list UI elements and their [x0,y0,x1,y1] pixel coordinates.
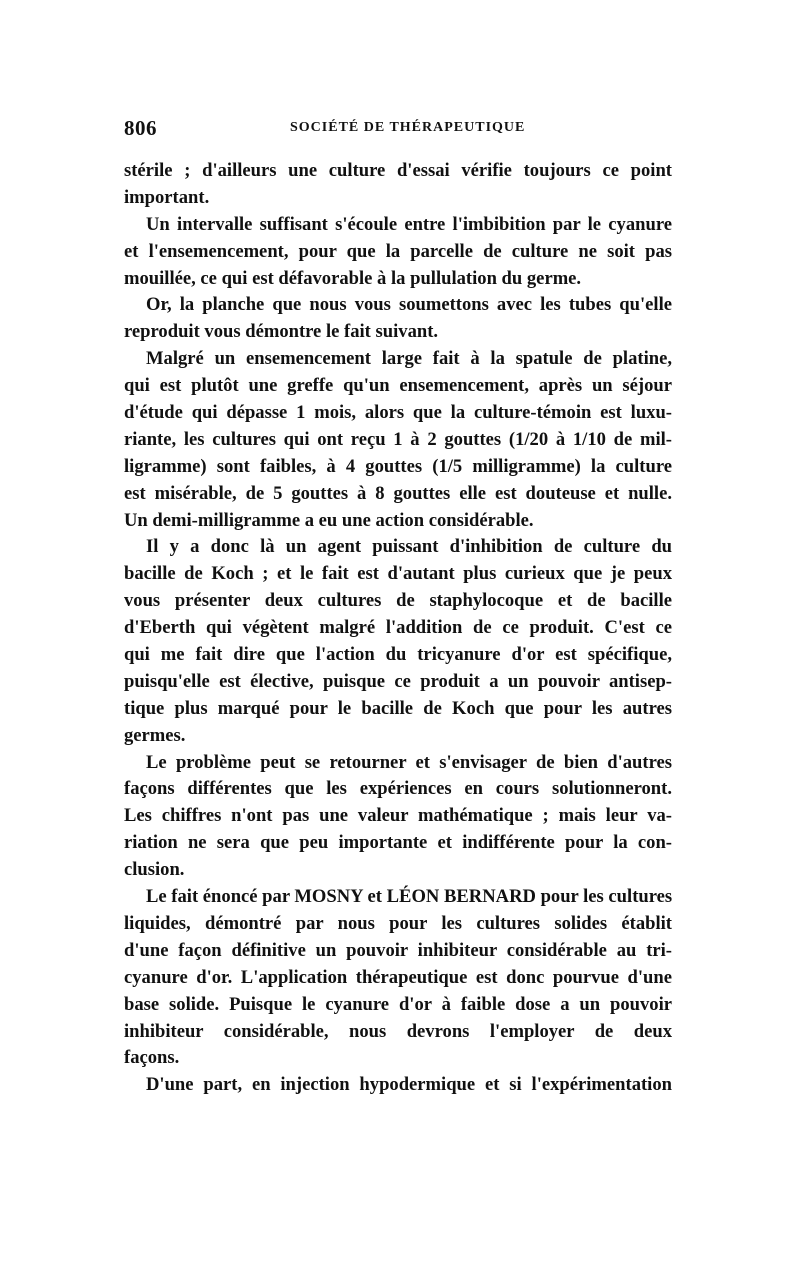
text-line: Le fait énoncé par MOSNY et LÉON BERNARD pour les cultures [146,886,672,908]
page-header [124,116,672,140]
text-line: qui est plutôt une greffe qu'un ensemencement, après un séjour [124,375,672,397]
page-number: 806 [124,116,157,140]
text-line: liquides, démontré par nous pour les cultures solides établit [124,912,672,934]
text-line: Un demi-milligramme a eu une action considérable. [124,509,534,531]
text-line: inhibiteur considérable, nous devrons l'employer de deux [124,1020,672,1042]
text-line: ligramme) sont faibles, à 4 gouttes (1/5 milligramme) la culture [124,455,672,477]
text-line: Un intervalle suffisant s'écoule entre l'imbibition par le cyanure [146,213,672,235]
text-line: Malgré un ensemencement large fait à la spatule de platine, [146,348,672,370]
text-line: clusion. [124,859,185,881]
text-line: stérile ; d'ailleurs une culture d'essai vérifie toujours ce point [124,160,672,181]
running-head: SOCIÉTÉ DE THÉRAPEUTIQUE [290,120,526,135]
text-line: qui me fait dire que l'action du tricyanure d'or est spécifique, [124,644,672,666]
text-line: vous présenter deux cultures de staphylocoque et de bacille [124,590,672,612]
text-line: façons. [124,1047,180,1069]
text-line: est misérable, de 5 gouttes à 8 gouttes elle est douteuse et nulle. [124,482,672,504]
text-line: puisqu'elle est élective, puisque ce produit a un pouvoir antisep- [124,670,672,692]
text-line: bacille de Koch ; et le fait est d'autant plus curieux que je peux [124,563,672,585]
text-line: germes. [124,724,186,746]
text-line: important. [124,186,210,208]
text-line: Les chiffres n'ont pas une valeur mathématique ; mais leur va- [124,805,672,827]
text-line: riation ne sera que peu importante et indifférente pour la con- [124,832,672,854]
text-line: reproduit vous démontre le fait suivant. [124,321,439,343]
text-line: Le problème peut se retourner et s'envisager de bien d'autres [146,751,672,773]
text-line: cyanure d'or. L'application thérapeutique est donc pourvue d'une [124,966,672,988]
text-line: d'Eberth qui végètent malgré l'addition de ce produit. C'est ce [124,617,672,639]
text-line: riante, les cultures qui ont reçu 1 à 2 gouttes (1/20 à 1/10 de mil- [124,428,672,450]
text-line: Il y a donc là un agent puissant d'inhibition de culture du [146,536,672,558]
body-text [124,158,672,1099]
text-line: d'une façon définitive un pouvoir inhibiteur considérable au tri- [124,939,672,961]
text-line: façons différentes que les expériences en cours solutionneront. [124,778,672,800]
text-line: et l'ensemencement, pour que la parcelle de culture ne soit pas [124,240,672,262]
text-line: mouillée, ce qui est défavorable à la pullulation du germe. [124,267,582,289]
text-line: D'une part, en injection hypodermique et si l'expérimentation [146,1074,672,1096]
text-line: d'étude qui dépasse 1 mois, alors que la culture-témoin est luxu- [124,402,672,424]
text-line: tique plus marqué pour le bacille de Koch que pour les autres [124,697,672,719]
text-line: Or, la planche que nous vous soumettons avec les tubes qu'elle [146,294,672,316]
text-line: base solide. Puisque le cyanure d'or à faible dose a un pouvoir [124,993,672,1015]
